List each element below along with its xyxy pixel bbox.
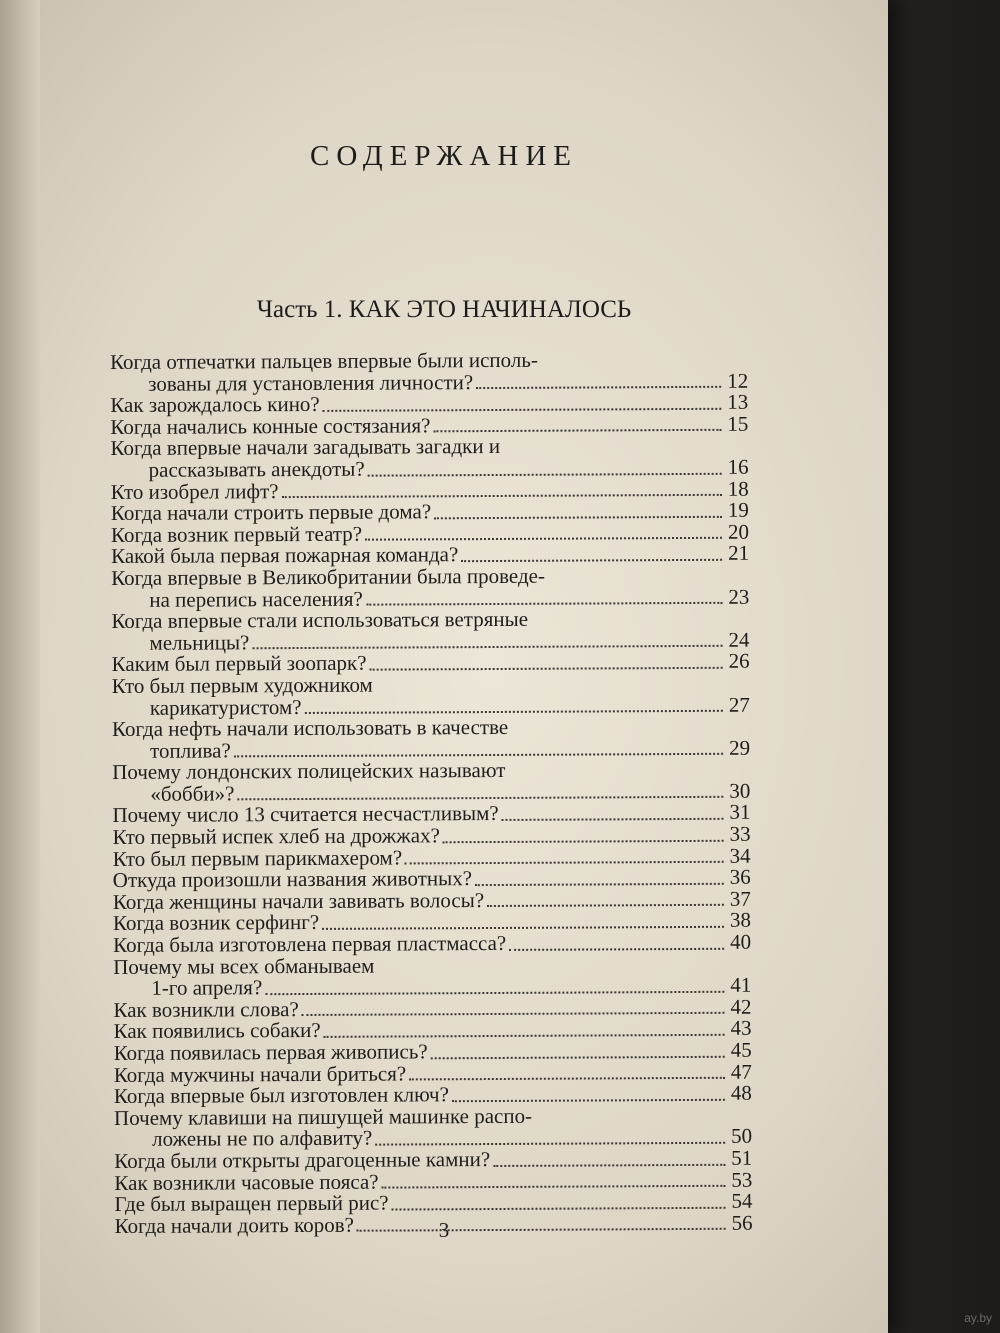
- toc-entry-text: Кто первый испек хлеб на дрожжах?: [112, 823, 440, 850]
- toc-entry-page: 47: [730, 1059, 752, 1084]
- toc-leader-dots: [509, 947, 724, 950]
- page-title: СОДЕРЖАНИЕ: [310, 140, 578, 172]
- toc-entry-text: Кто был первым парикмахером?: [112, 845, 403, 871]
- toc-entry-page: 38: [729, 908, 752, 933]
- toc-leader-dots: [433, 429, 721, 433]
- toc-entry-page: 53: [731, 1167, 753, 1192]
- toc-entry-text: 1-го апреля?: [151, 975, 263, 1001]
- toc-entry-text: Когда отпечатки пальцев впервые были исполь-: [109, 347, 538, 374]
- toc-entry-text: зованы для установления личности?: [148, 369, 474, 396]
- toc-leader-dots: [476, 386, 721, 389]
- toc-leader-dots: [461, 559, 722, 562]
- toc-leader-dots: [302, 1012, 725, 1016]
- toc-entry-text: Как зарождалось кино?: [110, 392, 320, 418]
- toc-entry-text: Кто был первым художником: [111, 672, 373, 698]
- toc-leader-dots: [305, 710, 723, 714]
- toc-entry-text: рассказывать анекдоты?: [148, 456, 365, 482]
- toc-entry-page: 30: [729, 778, 751, 803]
- toc-leader-dots: [382, 1185, 726, 1189]
- toc-entry-page: 45: [730, 1037, 752, 1062]
- toc-entry-text: Когда впервые был изготовлен ключ?: [113, 1082, 449, 1109]
- toc-entry-page: 42: [730, 994, 752, 1019]
- toc-entry-page: 34: [729, 843, 751, 868]
- toc-leader-dots: [493, 1163, 725, 1166]
- toc-leader-dots: [431, 1055, 725, 1059]
- toc-entry-page: 40: [730, 929, 752, 954]
- toc-leader-dots: [502, 818, 724, 821]
- toc-entry-text: Почему мы всех обманываем: [113, 953, 375, 979]
- watermark: ay.by: [964, 1311, 992, 1325]
- toc-entry-page: 54: [731, 1188, 753, 1213]
- toc-entry-text: на перепись населения?: [149, 586, 363, 612]
- toc-leader-dots: [370, 667, 723, 671]
- toc-leader-dots: [434, 516, 722, 520]
- toc-entry-text: Когда возник первый театр?: [110, 521, 363, 547]
- toc-entry-page: 27: [728, 692, 750, 717]
- toc-entry-page: 51: [731, 1145, 753, 1170]
- toc-leader-dots: [366, 602, 722, 606]
- toc-leader-dots: [375, 1142, 725, 1146]
- toc-entry-text: Когда женщины начали завивать волосы?: [112, 887, 485, 914]
- toc-leader-dots: [409, 1077, 725, 1081]
- toc-leader-dots: [392, 1207, 726, 1211]
- toc-entry-text: Когда мужчины начали бриться?: [113, 1061, 407, 1087]
- toc-entry-text: Как возникли слова?: [113, 996, 299, 1022]
- toc-entry-page: 37: [729, 886, 751, 911]
- toc-entry-text: Почему лондонских полицейских называют: [112, 758, 506, 785]
- toc-entry-text: Как появились собаки?: [113, 1018, 321, 1044]
- toc-entry-text: Откуда произошли названия животных?: [112, 866, 473, 893]
- toc-entry-page: 33: [729, 821, 751, 846]
- toc-leader-dots: [237, 796, 723, 801]
- toc-leader-dots: [452, 1099, 725, 1102]
- toc-entry-text: Когда нефть начали использовать в качестве: [111, 715, 509, 742]
- toc-entry-page: 56: [731, 1210, 753, 1235]
- toc-entry-page: 16: [727, 454, 749, 479]
- toc-entry-text: Когда была изготовлена первая пластмасса?: [113, 930, 507, 958]
- toc-entry-text: Когда начали строить первые дома?: [110, 499, 432, 526]
- page-gutter: [0, 0, 40, 1333]
- toc-entry-text: «бобби»?: [150, 781, 235, 806]
- toc-entry-page: 41: [730, 972, 752, 997]
- toc-entry-text: Когда начались конные состязания?: [110, 413, 431, 439]
- toc-entry-text: Почему клавиши на пишущей машинке распо-: [113, 1103, 533, 1130]
- toc-leader-dots: [487, 904, 724, 907]
- toc-entry-page: 19: [727, 497, 749, 522]
- toc-entry-text: Какой была первая пожарная команда?: [111, 542, 459, 569]
- toc-entry-page: 48: [730, 1080, 752, 1105]
- toc-entry-text: Когда впервые стали использоваться ветряные: [111, 606, 529, 634]
- toc-entry-page: 23: [728, 584, 750, 609]
- toc-entry-page: 36: [729, 864, 751, 890]
- toc-leader-dots: [323, 408, 722, 412]
- part-heading: Часть 1. КАК ЭТО НАЧИНАЛОСЬ: [256, 296, 632, 323]
- toc-entry-page: 29: [729, 735, 751, 760]
- toc-leader-dots: [475, 883, 724, 886]
- toc-entry-text: Как возникли часовые пояса?: [114, 1169, 379, 1195]
- toc-leader-dots: [365, 537, 722, 541]
- toc-entry-text: Когда начали доить коров?: [114, 1212, 354, 1238]
- toc-leader-dots: [282, 494, 722, 498]
- toc-leader-dots: [252, 645, 722, 649]
- toc-entry-text: топлива?: [150, 738, 231, 763]
- toc-leader-dots: [368, 472, 722, 476]
- toc-entry-text: Когда возник серфинг?: [112, 910, 320, 936]
- toc-entry-page: 13: [727, 389, 749, 414]
- toc-entry-page: 15: [727, 411, 749, 436]
- toc-entry-text: ложены не по алфавиту?: [152, 1126, 373, 1152]
- toc-entry-page: 12: [727, 368, 749, 393]
- toc-entry-text: Когда впервые в Великобритании была проведе-: [111, 563, 546, 590]
- toc-entry-text: Где был выращен первый рис?: [114, 1190, 389, 1217]
- toc-entry-text: карикатуристом?: [149, 694, 302, 720]
- toc-leader-dots: [405, 861, 724, 865]
- toc-entry-text: Когда появилась первая живопись?: [113, 1039, 428, 1065]
- table-of-contents: [110, 349, 753, 1238]
- toc-entry-page: 26: [728, 648, 750, 674]
- toc-entry-page: 20: [727, 519, 750, 544]
- toc-entry-text: Почему число 13 считается несчастливым?: [112, 801, 499, 828]
- toc-entry-text: Кто изобрел лифт?: [110, 478, 279, 504]
- toc-entry-page: 31: [729, 800, 751, 825]
- toc-entry-page: 24: [728, 627, 750, 652]
- toc-entry-page: 50: [731, 1124, 753, 1149]
- toc-entry-text: мельницы?: [149, 629, 250, 655]
- toc-entry-page: 18: [727, 476, 749, 501]
- toc-leader-dots: [443, 839, 724, 842]
- toc-leader-dots: [265, 991, 724, 995]
- toc-entry-text: Когда впервые начали загадывать загадки и: [110, 434, 501, 461]
- toc-entry-text: Когда были открыты драгоценные камни?: [114, 1146, 491, 1173]
- toc-leader-dots: [324, 1034, 725, 1038]
- toc-leader-dots: [234, 753, 723, 758]
- toc-leader-dots: [322, 926, 724, 930]
- page-number: 3: [438, 1218, 450, 1242]
- toc-entry-text: Каким был первый зоопарк?: [111, 650, 367, 677]
- toc-entry-page: 21: [727, 541, 750, 566]
- toc-entry-page: 43: [730, 1016, 752, 1041]
